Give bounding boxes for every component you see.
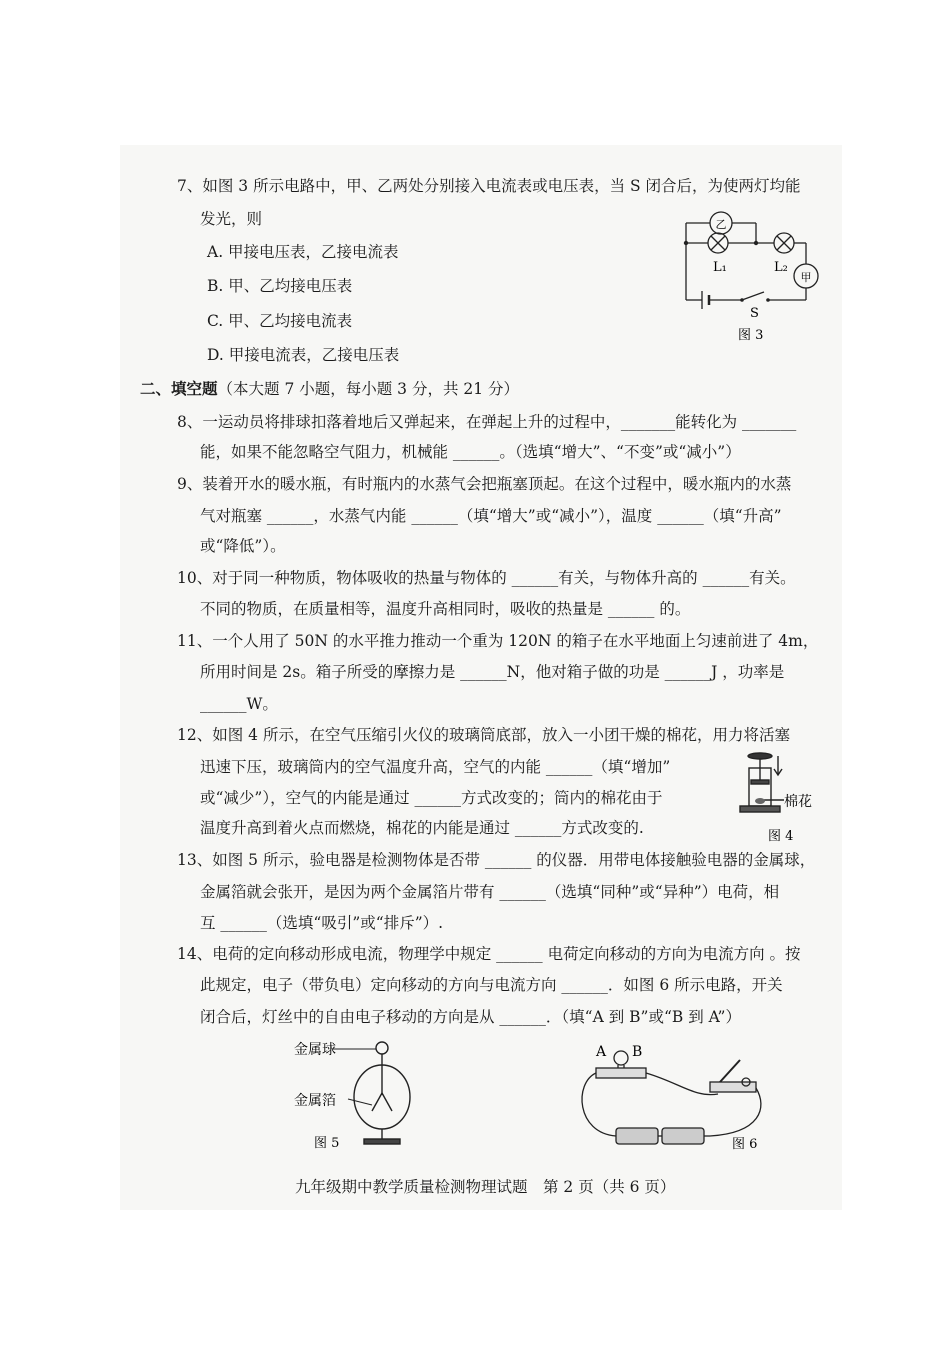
q13-line-1: 13、如图 5 所示，验电器是检测物体是否带 ______ 的仪器．用带电体接触验电器的金属球，	[177, 851, 816, 869]
fig3-meter-right-label: 甲	[800, 271, 812, 284]
fig5-caption: 图 5	[314, 1136, 340, 1151]
fig3-switch-label: S	[750, 306, 759, 321]
q8-line-1: 8、一运动员将排球扣落着地后又弹起来，在弹起上升的过程中，_______能转化为 _______	[177, 413, 797, 431]
q11-line-2: 所用时间是 2s。箱子所受的摩擦力是 ______N，他对箱子做的功是 ______J ，功率是	[200, 663, 785, 681]
q7-line-2: 发光，则	[200, 210, 263, 228]
q9-line-3: 或“降低”）。	[200, 537, 286, 555]
section-2-note: （本大题 7 小题，每小题 3 分，共 21 分）	[217, 380, 520, 398]
q11-line-1: 11、一个人用了 50N 的水平推力推动一个重为 120N 的箱子在水平地面上匀速前进了 4m，	[177, 632, 819, 650]
q12-line-3: 或“减少”），空气的内能是通过 ______方式改变的；筒内的棉花由于	[200, 789, 663, 807]
fig3-lamp1-label: L₁	[713, 260, 727, 275]
fig5-ball-label: 金属球	[294, 1042, 336, 1058]
q12-line-4: 温度升高到着火点而燃烧，棉花的内能是通过 ______方式改变的.	[200, 819, 644, 837]
q11-line-3: ______W。	[200, 695, 278, 713]
figure-4-air-compression-igniter	[734, 750, 829, 845]
figure-5-electroscope	[290, 1035, 420, 1155]
q8-line-2: 能，如果不能忽略空气阻力，机械能 ______。（选填“增大”、“不变”或“减小”）	[200, 443, 741, 461]
q7-option-a: A. 甲接电压表，乙接电流表	[207, 243, 399, 261]
q12-line-1: 12、如图 4 所示，在空气压缩引火仪的玻璃筒底部，放入一小团干燥的棉花，用力将活塞	[177, 726, 790, 744]
q14-line-3: 闭合后，灯丝中的自由电子移动的方向是从 ______．（填“A 到 B”或“B 到 A”）	[200, 1008, 741, 1026]
q14-line-1: 14、电荷的定向移动形成电流，物理学中规定 ______ 电荷定向移动的方向为电流方向 。按	[177, 945, 801, 963]
fig5-foil-label: 金属箔	[294, 1093, 336, 1109]
fig6-label-b: B	[632, 1044, 643, 1060]
page-footer: 九年级期中教学质量检测物理试题 第 2 页（共 6 页）	[295, 1178, 676, 1196]
fig6-label-a: A	[596, 1044, 607, 1060]
q7-option-d: D. 甲接电流表，乙接电压表	[207, 346, 400, 364]
q9-line-1: 9、装着开水的暖水瓶，有时瓶内的水蒸气会把瓶塞顶起。在这个过程中，暖水瓶内的水蒸	[177, 475, 792, 493]
fig4-caption: 图 4	[768, 829, 794, 844]
fig6-caption: 图 6	[732, 1137, 758, 1152]
q14-line-2: 此规定，电子（带负电）定向移动的方向与电流方向 ______．如图 6 所示电路，开关	[200, 976, 783, 994]
figure-6-circuit	[570, 1038, 770, 1158]
section-2-heading: 二、填空题	[140, 379, 218, 398]
fig4-cotton-label: 棉花	[784, 794, 812, 810]
q13-line-2: 金属箔就会张开，是因为两个金属箔片带有 ______（选填“同种”或“异种”）电荷，相	[200, 883, 780, 901]
fig3-caption: 图 3	[738, 328, 764, 343]
q10-line-1: 10、对于同一种物质，物体吸收的热量与物体的 ______有关，与物体升高的 ______有关。	[177, 569, 796, 587]
q7-option-c: C. 甲、乙均接电流表	[207, 312, 353, 330]
fig3-meter-top-label: 乙	[715, 218, 727, 231]
q9-line-2: 气对瓶塞 ______，水蒸气内能 ______（填“增大”或“减小”），温度 ______（填“升高”	[200, 507, 782, 525]
figure-3-circuit	[676, 205, 826, 345]
section-2-heading-row	[140, 378, 519, 400]
q7-option-b: B. 甲、乙均接电压表	[207, 277, 353, 295]
q12-line-2: 迅速下压，玻璃筒内的空气温度升高，空气的内能 ______（填“增加”	[200, 758, 671, 776]
q10-line-2: 不同的物质，在质量相等，温度升高相同时，吸收的热量是 ______ 的。	[200, 600, 691, 618]
q7-line-1: 7、如图 3 所示电路中，甲、乙两处分别接入电流表或电压表，当 S 闭合后，为使两灯均能	[177, 177, 801, 195]
q13-line-3: 互 ______（选填“吸引”或“排斥”）.	[200, 914, 444, 932]
fig3-lamp2-label: L₂	[774, 260, 788, 275]
